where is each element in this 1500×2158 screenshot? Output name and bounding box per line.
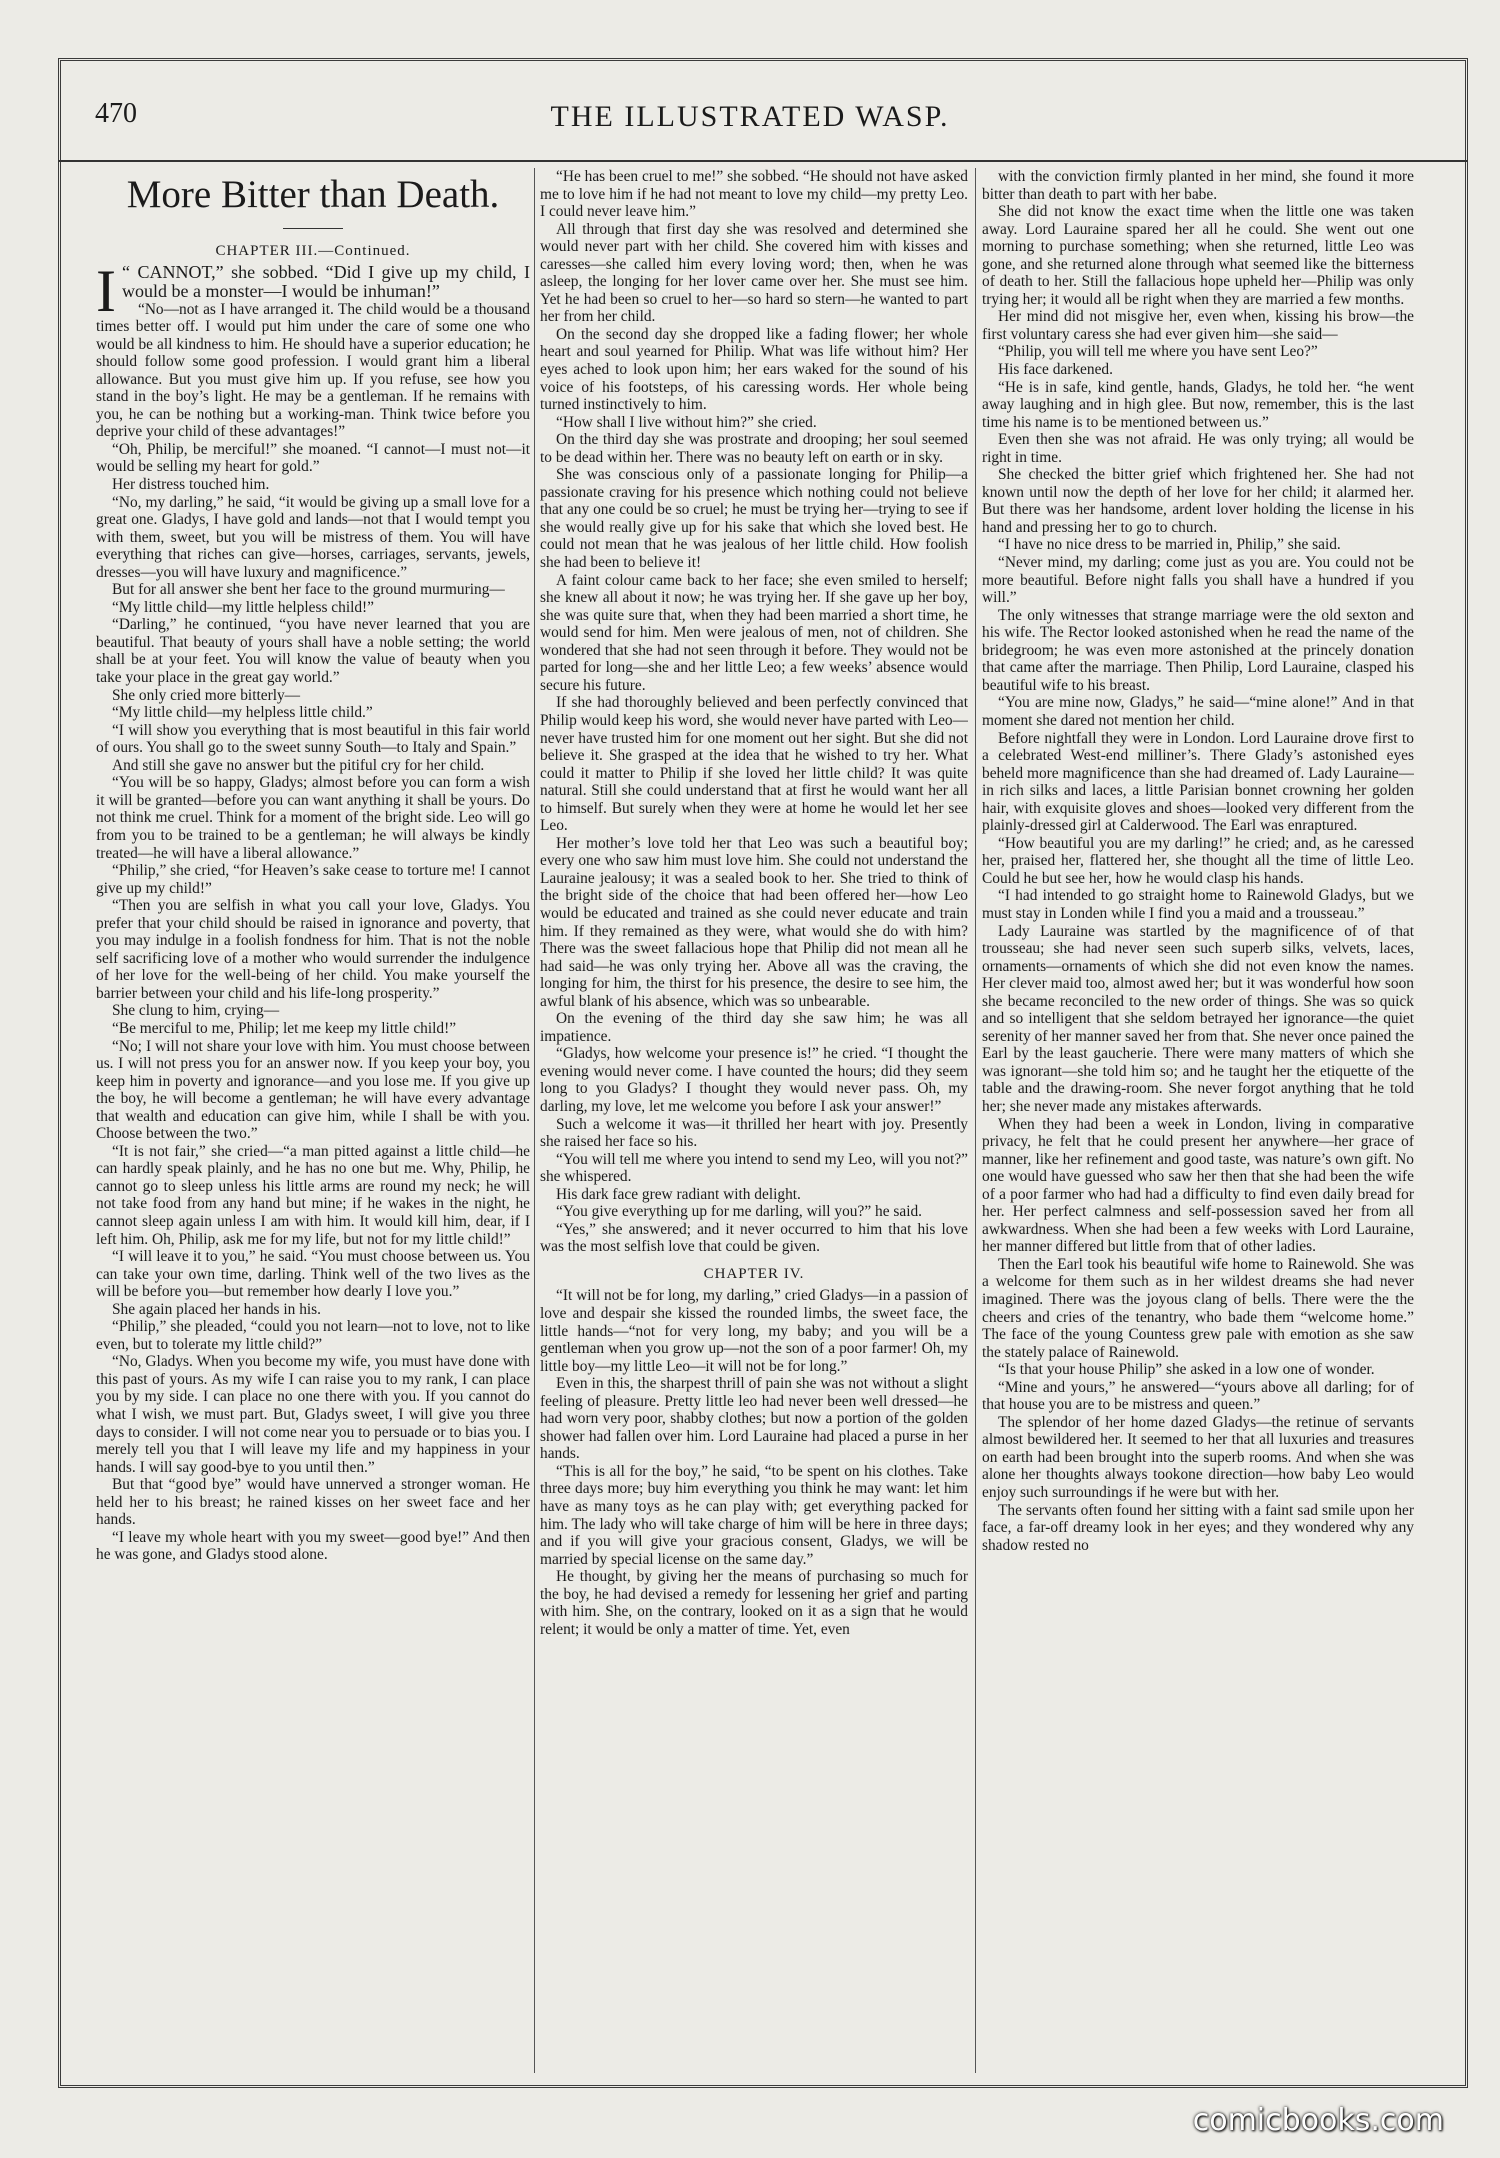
column-1-body xyxy=(96,301,530,1564)
paragraph: She was conscious only of a passionate longing for Philip—a passionate craving for his presence which nothing could not believe that any one could be so cruel; he must be trying her—trying to see if she would really give up for his sake that which she loved best. He could not mean that he was jealous of her little child. How foolish she had been to believe it! xyxy=(540,466,968,572)
paragraph: “Philip,” she pleaded, “could you not learn—not to love, not to like even, but to tolerate my little child?” xyxy=(96,1318,530,1353)
column-3-body xyxy=(982,168,1414,1554)
paragraph: On the evening of the third day she saw him; he was all impatience. xyxy=(540,1010,968,1045)
drop-cap: I xyxy=(96,257,116,324)
paragraph: “My little child—my helpless little child.” xyxy=(112,704,373,722)
paragraph: “How shall I live without him?” she cried. xyxy=(556,413,817,431)
paragraph: If she had thoroughly believed and been perfectly convinced that Philip would keep his word, she would never have parted with Leo—never have trusted him for one moment out her sight. But she did not believe it. She grasped at the idea that he wished to try her. What could it matter to Philip if she loved her little child? It was quite natural. Still she could understand that at first he would want her all to himself. But surely when they were at home he would let her see Leo. xyxy=(540,694,968,835)
column-divider xyxy=(534,168,535,2073)
opening-paragraph xyxy=(96,257,530,324)
paragraph: “My little child—my little helpless child!” xyxy=(112,598,375,616)
paragraph: The only witnesses that strange marriage were the old sexton and his wife. The Rector looked astonished when he read the name of the bridegroom; he was even more astonished at the princely donation that came after the marriage. Then Philip, Lord Lauraine, clasped his beautiful wife to his breast. xyxy=(982,606,1414,694)
title-rule xyxy=(283,228,343,229)
paragraph: All through that first day she was resolved and determined she would never part with her child. She covered him with kisses and caresses—she called him every loving word; then, when he was asleep, the longing for her lover came over her. She must see him. Yet he had been so cruel to her—so hard so stern—he wanted to part her from her child. xyxy=(540,220,968,326)
paragraph: “Is that your house Philip” she asked in a low one of wonder. xyxy=(998,1361,1375,1379)
paragraph: Even in this, the sharpest thrill of pain she was not without a slight feeling of pleasure. Pretty little leo had never been well dressed—he had worn very poor, shabby clothes; but now a portion of the golden shower had fallen over him. Lord Lauraine had placed a purse in her hands. xyxy=(540,1375,968,1463)
paragraph: “No—not as I have arranged it. The child would be a thousand times better off. I would put him under the care of some one who would be all kindness to him. He should have a superior education; he should follow some good profession. I would grant him a liberal allowance. But you must give him up. If you refuse, see how you stand in the boy’s light. He may be a gentleman. If he remains with you, he can be nothing but a working-man. Think twice before you deprive your child of these advantages!” xyxy=(96,300,530,441)
paragraph: “I will leave it to you,” he said. “You must choose between us. You can take your own time, darling. Think well of the two lives as the will be before you—but remember how dearly I love you.” xyxy=(96,1248,530,1301)
column-1 xyxy=(96,168,530,2073)
paragraph: “No; I will not share your love with him. You must choose between us. I will not press you for an answer now. If you keep your boy, you keep him in poverty and ignorance—and you lose me. If you give up the boy, he will become a gentleman; he will have every advantage that wealth and education can give him, while I shall be with you. Choose between the two.” xyxy=(96,1037,530,1143)
paragraph: “Oh, Philip, be merciful!” she moaned. “I cannot—I must not—it would be selling my heart for gold.” xyxy=(96,440,530,476)
paragraph: But that “good bye” would have unnerved a stronger woman. He held her to his breast; he rained kisses on her sweet face and her hands. xyxy=(96,1476,530,1529)
paragraph: “Mine and yours,” he answered—“yours above all darling; for of that house you are to be mistress and queen.” xyxy=(982,1378,1414,1414)
paragraph: Her mind did not misgive her, even when, kissing his brow—the first voluntary caress she had ever given him—she said— xyxy=(982,308,1414,343)
watermark: comicbooks.com xyxy=(1192,2103,1444,2138)
paragraph: A faint colour came back to her face; she even smiled to herself; she knew all about it now; he was trying her. If she gave up her boy, she was quite sure that, when they had been married a short time, he would send for him. Men were jealous of men, not of children. She wondered that she had not seen through it before. They would not be parted for long—she and her little Leo; a few weeks’ absence would secure his future. xyxy=(540,571,968,694)
paragraph: Even then she was not afraid. He was only trying; all would be right in time. xyxy=(982,431,1414,466)
paragraph: “Never mind, my darling; come just as you are. You could not be more beautiful. Before night falls you shall have a hundred if you will.” xyxy=(982,554,1414,607)
paragraph: She clung to him, crying— xyxy=(112,1002,280,1020)
paragraph: She checked the bitter grief which frightened her. She had not known until now the depth of her love for her child; it alarmed her. But there was her handsome, ardent lover holding the license in his hand and pressing her to go to church. xyxy=(982,466,1414,536)
paragraph: “I have no nice dress to be married in, Philip,” she said. xyxy=(998,536,1341,554)
paragraph: “Yes,” she answered; and it never occurred to him that his love was the most selfish love that could be given. xyxy=(540,1220,968,1256)
paragraph: Her mother’s love told her that Leo was such a beautiful boy; every one who saw him must love him. She could not understand the Lauraine jealousy; it was a sealed book to her. She tried to think of the bright side of the choice that had been offered her—how Leo would be educated and trained as she could never educate and train him. If they remained as they were, what would she do with him? There was the sweet fallacious hope that Philip did not mean all he had said—he was only trying her. Above all was the craving, the longing for him, the thirst for his presence, the desire to see him, the awful blank of his absence, which was so unbearable. xyxy=(540,834,968,1010)
paragraph: “How beautiful you are my darling!” he cried; and, as he caressed her, praised her, flattered her, she thought all the time of little Leo. Could he but see her, how he would clasp his hands. xyxy=(982,834,1414,887)
paragraph: His dark face grew radiant with delight. xyxy=(556,1185,801,1203)
chapter-heading: CHAPTER IV. xyxy=(703,1265,805,1282)
paragraph: with the conviction firmly planted in her mind, she found it more bitter than death to part with her babe. xyxy=(982,168,1414,203)
paragraph: “He is in safe, kind gentle, hands, Gladys, he told her. “he went away laughing and in high glee. But now, remember, this is the last time his name is to be mentioned between us.” xyxy=(982,378,1414,431)
paragraph: She again placed her hands in his. xyxy=(112,1300,321,1318)
paragraph: “It is not fair,” she cried—“a man pitted against a little child—he can hardly speak plainly, and he has no one but me. Why, Philip, he cannot go to sleep unless his little arms are round my neck; he will not take food from any hand but mine; if he wakes in the night, he cannot sleep again unless I am with him. It would kill him, dear, if I left him. Oh, Philip, ask me for my life, but not for my little child!” xyxy=(96,1142,530,1248)
paragraph: “You are mine now, Gladys,” he said—“mine alone!” And in that moment she dared not mention her child. xyxy=(982,694,1414,729)
chapter-heading: CHAPTER III.—Continued. xyxy=(215,243,411,259)
paragraph: “I leave my whole heart with you my sweet—good bye!” And then he was gone, and Gladys stood alone. xyxy=(96,1528,530,1564)
column-3 xyxy=(982,168,1414,2073)
paragraph: She did not know the exact time when the little one was taken away. Lord Lauraine spared her all he could. She went out one morning to purchase something; when she returned, little Leo was gone, and she returned alone through what seemed like the bitterness of death to her. Still the fallacious hope upheld her—Philip was only trying her; it would all be right when they are married a few months. xyxy=(982,203,1414,308)
paragraph: “You will be so happy, Gladys; almost before you can form a wish it will be granted—before you can want anything it shall be yours. Do not think me cruel. Think for a moment of the bright side. Leo will go from you to be trained to be a gentleman; he will always be kindly treated—he will have a liberal allowance.” xyxy=(96,774,530,862)
paragraph: “I had intended to go straight home to Rainewold Gladys, but we must stay in Londen while I find you a maid and a trousseau.” xyxy=(982,887,1414,922)
running-head: THE ILLUSTRATED WASP. xyxy=(550,100,950,133)
paragraph: On the third day she was prostrate and drooping; her soul seemed to be dead within her. There was no beauty left on earth or in sky. xyxy=(540,431,968,466)
paragraph: Her distress touched him. xyxy=(112,476,270,494)
paragraph: “Darling,” he continued, “you have never learned that you are beautiful. That beauty of yours shall have a noble setting; the world shall be at your feet. You will know the value of beauty when you take your place in the great gay world.” xyxy=(96,616,530,687)
paragraph: But for all answer she bent her face to the ground murmuring— xyxy=(112,581,505,599)
paragraph: He thought, by giving her the means of purchasing so much for the boy, he had devised a remedy for lessening her grief and parting with him. She, on the contrary, looked on it as a sign that he would relent; it would be only a matter of time. Yet, even xyxy=(540,1568,968,1638)
column-2-body xyxy=(540,168,968,1638)
column-2 xyxy=(540,168,968,2073)
paragraph: The splendor of her home dazed Gladys—the retinue of servants almost bewildered her. It seemed to her that all luxuries and treasures on earth had been brought into the superb rooms. And when she was alone her thoughts always tookone direction—how baby Leo would enjoy such surroundings if he were but with her. xyxy=(982,1413,1414,1502)
paragraph: Such a welcome it was—it thrilled her heart with joy. Presently she raised her face so his. xyxy=(540,1115,968,1151)
paragraph: “You will tell me where you intend to send my Leo, will you not?” she whispered. xyxy=(540,1150,968,1186)
page-number: 470 xyxy=(95,98,137,129)
paragraph: She only cried more bitterly— xyxy=(112,686,301,704)
paragraph: When they had been a week in London, living in comparative privacy, he felt that he could present her anywhere—her grace of manner, like her refinement and good taste, was nature’s own gift. No one would have guessed who saw her then that she had been the wife of a poor farmer who had had a difficulty to find even daily bread for her. Her perfect calmness and self-possession saved her from all awkwardness. When she had been a few weeks with Lord Lauraine, her manner differed but little from that of other ladies. xyxy=(982,1115,1414,1256)
paragraph: “Philip,” she cried, “for Heaven’s sake cease to torture me! I cannot give up my child!” xyxy=(96,862,530,897)
paragraph: Before nightfall they were in London. Lord Lauraine drove first to a celebrated West-end milliner’s. There Glady’s astonished eyes beheld more magnificence than she had dreamed of. Lady Lauraine—in rich silks and laces, a little Parisian bonnet crowning her golden hair, with exquisite gloves and shoes—looked very different from the plainly-dressed girl at Calderwood. The Earl was enraptured. xyxy=(982,729,1414,835)
paragraph: “You give everything up for me darling, will you?” he said. xyxy=(556,1203,923,1221)
paragraph: Then the Earl took his beautiful wife home to Rainewold. She was a welcome for them such as in her wildest dreams she had never imagined. There was the joyous clang of bells. There were the the cheers and cries of the tenantry, who bade them “welcome home.” The face of the young Countess grew pale with emotion as she saw the stately palace of Rainewold. xyxy=(982,1255,1414,1361)
paragraph: “Then you are selfish in what you call your love, Gladys. You prefer that your child should be raised in ignorance and poverty, that you may indulge in a foolish fondness for him. That is not the noble self sacrificing love of a mother who would surrender the indulgence of her love for the well-being of her child. You make yourself the barrier between your child and his life-long prosperity.” xyxy=(96,897,530,1002)
opening-text: “ CANNOT,” she sobbed. “Did I give up my child, I would be a monster—I would be inhuman!” xyxy=(121,261,530,301)
paragraph: “Be merciful to me, Philip; let me keep my little child!” xyxy=(112,1019,457,1037)
column-divider xyxy=(975,168,976,2073)
paragraph: The servants often found her sitting with a faint sad smile upon her face, a far-off dreamy look in her eyes; and they wondered why any shadow rested no xyxy=(982,1501,1414,1554)
paragraph: “Gladys, how welcome your presence is!” he cried. “I thought the evening would never come. I have counted the hours; did they seem long to you Gladys? I thought they would never pass. Oh, my darling, my love, let me welcome you before I ask your answer!” xyxy=(540,1045,968,1115)
paragraph: Lady Lauraine was startled by the magnificence of of that trousseau; she had never seen such superb silks, velvets, laces, ornaments—ornaments of which she did not even know the names. Her clever maid too, almost awed her; but it was wonderful how soon she became reconciled to the new order of things. She was so quick and so intelligent that she seldom betrayed her ignorance—the quiet serenity of her manner saved her from that. She never once pained the Earl by the least gaucherie. There were many matters of which she was ignorant—she told him so; and he taught her the etiquette of the table and the drawing-room. She never forgot anything that he told her; she never made any mistakes afterwards. xyxy=(982,922,1414,1115)
paragraph: “No, Gladys. When you become my wife, you must have done with this past of yours. As my wife I can raise you to my rank, I can place you by my side. I can place no one there with you. If you cannot do what I wish, we must part. But, Gladys sweet, I will give you three days to consider. I will not come near you to persuade or to bias you. I merely tell you that I will leave my life and my happiness in your hands. I will say good-bye to you until then.” xyxy=(96,1353,530,1476)
paragraph: “This is all for the boy,” he said, “to be spent on his clothes. Take three days more; buy him everything you think he may want: let him have as many toys as he can play with; get everything packed for him. The lady who will take charge of him will be here in three days; and if you will give your gracious consent, Gladys, we will be married by special license on the same day.” xyxy=(540,1462,968,1568)
paragraph: And still she gave no answer but the pitiful cry for her child. xyxy=(112,756,485,774)
paragraph: “I will show you everything that is most beautiful in this fair world of ours. You shall go to the sweet sunny South—to Italy and Spain.” xyxy=(96,721,530,757)
paragraph: “He has been cruel to me!” she sobbed. “He should not have asked me to love him if he had not meant to love my child—my pretty Leo. I could never leave him.” xyxy=(540,168,968,221)
header-rule xyxy=(58,160,1468,162)
paragraph: On the second day she dropped like a fading flower; her whole heart and soul yearned for Philip. What was life without him? Her eyes ached to look upon him; her ears waked for the sound of his voice of his footsteps, of his caressing words. Her whole being turned instinctively to him. xyxy=(540,325,968,414)
paragraph: “It will not be for long, my darling,” cried Gladys—in a passion of love and despair she kissed the rounded limbs, the sweet face, the little hands—“not for very long, my baby; and you will be a gentleman when you grow up—not the son of a poor farmer! Oh, my little boy—my little Leo—it will not be for long.” xyxy=(540,1287,968,1375)
paragraph: “No, my darling,” he said, “it would be giving up a small love for a great one. Gladys, I have gold and lands—not that I would tempt you with them, sweet, but you will be mistress of them. You will have everything that riches can give—horses, carriages, servants, jewels, dresses—you will have luxury and magnificence.” xyxy=(96,493,530,581)
paragraph: “Philip, you will tell me where you have sent Leo?” xyxy=(998,343,1318,361)
paragraph: His face darkened. xyxy=(998,361,1113,379)
article-title: More Bitter than Death. xyxy=(126,173,500,216)
